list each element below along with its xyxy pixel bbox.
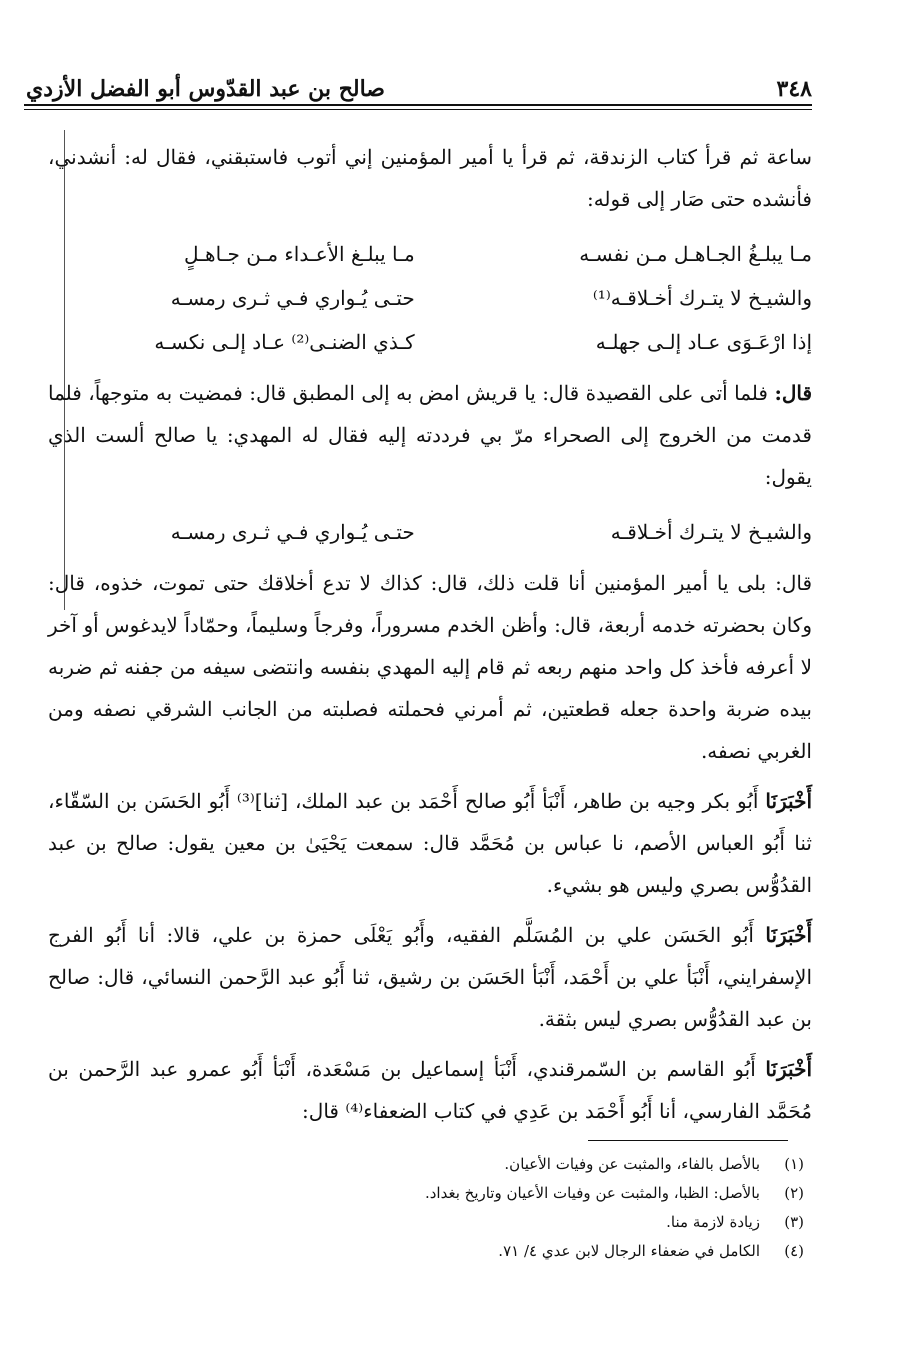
footnote-text: الكامل في ضعفاء الرجال لابن عدي ٤/ ٧١. <box>498 1242 760 1260</box>
verse-second-hemistich: حتـى يُـواري فـي ثـرى رمسـه <box>170 286 415 310</box>
paragraph: قال: بلى يا أمير المؤمنين أنا قلت ذلك، قال: كذاك لا تدع أخلاقك حتى تموت، خذوه، قال: وكان بحضرته خدمه أربعة، قال: وأظن الخدم مسروراً، وفرجاً وسليماً، وحمّاداً لايدغوس أو آخر لا أعرفه فأخذ كل واحد منهم ربعه ثم قام إليه المهدي بنفسه وانتضى سيفه من جفنه ثم ضربه بيده ضربة واحدة جعله قطعتين، ثم أمرني فحملته فصلبته من الجانب الشرقي نصفه ومن الغربي نصفه. <box>48 571 812 763</box>
footnote <box>60 1179 804 1208</box>
paragraph-text: فلما أتى على القصيدة قال: يا قريش امض به إلى المطبق قال: فمضيت به متوجهاً، فلما قدمت من الخروج إلى الصحراء مرّ بي فرددته إليه فقال له المهدي: يا صالح ألست الذي يقول: <box>48 381 812 489</box>
paragraph-lead: أَخْبَرَنَا <box>765 923 813 947</box>
verse-first-hemistich: والشيـخ لا يتـرك أخـلاقـه <box>610 520 812 544</box>
header-rule <box>24 104 812 110</box>
paragraph-lead: أَخْبَرَنَا <box>765 789 812 813</box>
running-header <box>26 62 812 102</box>
paragraph-lead: أَخْبَرَنَا <box>765 1057 813 1081</box>
footnote-text: بالأصل بالفاء، والمثبت عن وفيات الأعيان. <box>504 1155 760 1173</box>
page-number: ٣٤٨ <box>776 76 812 102</box>
verse-line <box>48 276 812 320</box>
paragraph <box>48 372 812 498</box>
footnote-number: (٢) <box>784 1184 804 1202</box>
footnotes <box>60 1150 804 1266</box>
footnote <box>60 1237 804 1266</box>
main-text <box>48 136 812 1132</box>
paragraph-text: أَبُو بكر وجيه بن طاهر، أَنْبَأ أَبُو صالح أَحْمَد بن عبد الملك، [ثنا]⁽³⁾ أَبُو الحَسَن بن السّقّاء، ثنا أَبُو العباس الأصم، نا عباس بن مُحَمَّد قال: سمعت يَحْيَىٰ بن معين يقول: صالح بن عبد القدُوُّس بصري وليس هو بشيء. <box>48 789 812 897</box>
verse-second-hemistich: مـا يبلـغ الأعـداء مـن جـاهـلٍ <box>184 242 415 266</box>
header-title: صالح بن عبد القدّوس أبو الفضل الأزدي <box>26 76 385 102</box>
verse-second-hemistich: كـذي الضنـى⁽²⁾ عـاد إلـى نكسـه <box>154 330 415 354</box>
paragraph-text: أَبُو الحَسَن علي بن المُسَلَّم الفقيه، وأَبُو يَعْلَى حمزة بن علي، قالا: أنا أَبُو الفرج الإسفرايني، أَنْبَأ علي بن أَحْمَد، أَنْبَأ الحَسَن بن رشيق، ثنا أَبُو عبد الرَّحمن النسائي، قال: صالح بن عبد القدُوُّس بصري ليس بثقة. <box>48 923 812 1031</box>
poem-verses <box>48 510 812 554</box>
footnote <box>60 1208 804 1237</box>
verse-line <box>48 510 812 554</box>
verse-first-hemistich: إذا ارْعَـوَى عـاد إلـى جهلـه <box>595 330 812 354</box>
verse-second-hemistich: حتـى يُـواري فـي ثـرى رمسـه <box>170 520 415 544</box>
paragraph-lead: قال: <box>774 381 813 405</box>
verse-first-hemistich: والشيـخ لا يتـرك أخـلاقـه⁽¹⁾ <box>592 286 812 310</box>
footnote <box>60 1150 804 1179</box>
footnote-text: زيادة لازمة منا. <box>666 1213 760 1231</box>
verse-line <box>48 320 812 364</box>
paragraph <box>48 780 812 906</box>
verse-line <box>48 232 812 276</box>
paragraph: ساعة ثم قرأ كتاب الزندقة، ثم قرأ يا أمير المؤمنين إني أتوب فاستبقني، فقال له: أنشدني، فأنشده حتى صَار إلى قوله: <box>48 145 812 211</box>
verse-first-hemistich: مـا يبلـغُ الجـاهـل مـن نفسـه <box>579 242 812 266</box>
footnote-number: (٣) <box>784 1213 804 1231</box>
footnote-number: (٤) <box>784 1242 804 1260</box>
paragraph <box>48 1048 812 1132</box>
footnote-number: (١) <box>784 1155 804 1173</box>
paragraph <box>48 914 812 1040</box>
poem-verses <box>48 232 812 364</box>
footnote-rule <box>588 1140 788 1141</box>
footnote-text: بالأصل: الظبا، والمثبت عن وفيات الأعيان وتاريخ بغداد. <box>424 1184 760 1202</box>
paragraph-text: أَبُو القاسم بن السّمرقندي، أَنْبَأ إسماعيل بن مَسْعَدة، أَنْبَأ أَبُو عمرو عبد الرَّحمن بن مُحَمَّد الفارسي، أنا أَبُو أَحْمَد بن عَدِي في كتاب الضعفاء⁽⁴⁾ قال: <box>48 1057 812 1123</box>
